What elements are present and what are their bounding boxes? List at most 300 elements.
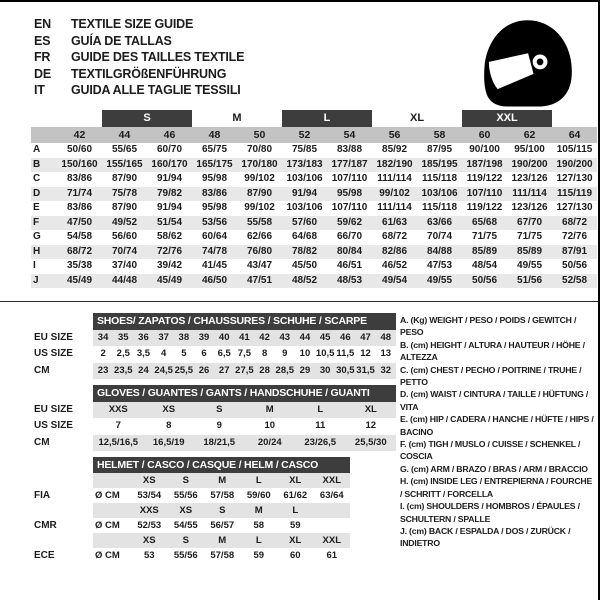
measurement-value: 61/63 (372, 216, 417, 231)
size-header-cell: 44 (102, 127, 147, 143)
measurement-value: 111/114 (377, 173, 412, 184)
measurement-value: 105/115 (556, 144, 593, 155)
measurement-value: 107/110 (331, 173, 368, 184)
guide-title: GUÍA DE TALLAS (71, 33, 172, 48)
measurement-value: 127/130 (556, 202, 593, 213)
measurement-value: 50/60 (66, 144, 93, 155)
measurement-value: 64/68 (292, 231, 318, 242)
legend-item: J. (cm) BACK / ESPALDA / DOS / ZURÜCK / INDIETRO (400, 525, 571, 549)
measurement-legend (400, 313, 596, 569)
measurement-row (31, 259, 597, 274)
measurement-value: 165/175 (192, 158, 237, 173)
measurement-value: 111/114 (377, 202, 412, 213)
measurement-value: 43/47 (246, 260, 273, 271)
measurement-value: 150/160 (57, 158, 102, 173)
size-value: S (194, 402, 245, 419)
measurement-value: 50/56 (462, 274, 507, 289)
helmet-size-value (314, 518, 351, 533)
measurement-value: 99/102 (244, 173, 275, 184)
helmet-size-value: 63/64 (319, 490, 344, 501)
helmet-size-label: XXS (131, 503, 168, 518)
size-value: 3,5 (136, 348, 151, 359)
measurement-value: 65/75 (201, 144, 228, 155)
helmet-size-value: 59/60 (246, 490, 271, 501)
measurement-row (31, 172, 597, 187)
size-value: 29 (295, 363, 315, 380)
helmet-size-value: 57/58 (210, 550, 235, 561)
measurement-value: 70/74 (102, 245, 147, 260)
size-value: 37 (154, 330, 174, 347)
measurement-value: 59/62 (327, 216, 372, 231)
measurement-value: 62/66 (246, 231, 273, 242)
header-spacer (34, 385, 93, 402)
measurement-value: 83/86 (66, 173, 93, 184)
measurement-value: 46/51 (337, 260, 363, 271)
measurement-value: 49/54 (372, 274, 417, 289)
size-value: 13 (380, 348, 392, 359)
legend-item: I. (cm) SHOULDERS / HOMBROS / ÉPAULES / SCHULTERN / SPALLE (400, 501, 580, 524)
measurement-value: 99/102 (244, 202, 275, 213)
size-value: 23 (93, 363, 113, 380)
size-row (34, 330, 396, 347)
size-value: 43 (275, 330, 295, 347)
size-value: 12,5/16,5 (93, 435, 144, 452)
measurement-value: 47/51 (237, 274, 282, 289)
measurement-value: 63/66 (417, 216, 462, 231)
row-label: EU SIZE (34, 403, 73, 415)
page-header (0, 2, 598, 110)
legend-item: G. (cm) ARM / BRAZO / BRAS / ARM / BRACCIO (400, 463, 588, 474)
measurement-value: 91/94 (156, 202, 183, 213)
language-code: IT (34, 83, 45, 97)
size-value: 26 (194, 363, 214, 380)
measurement-value: 78/82 (282, 245, 327, 260)
row-label: US SIZE (34, 348, 73, 359)
size-value: 4 (161, 348, 167, 359)
helmet-size-label: S (168, 533, 205, 548)
measurement-value: 65/68 (462, 216, 507, 231)
size-value: XL (346, 402, 397, 419)
bottom-section (0, 313, 598, 569)
row-label-spacer (34, 503, 93, 518)
size-header-cell: 56 (372, 127, 417, 143)
size-header-cell: 54 (327, 127, 372, 143)
measurement-row-letter: H (31, 245, 57, 260)
measurement-value: 127/130 (556, 173, 593, 184)
size-value: 28 (255, 363, 275, 380)
measurement-row-letter: D (31, 187, 57, 202)
guide-title: TEXTILE SIZE GUIDE (71, 17, 194, 31)
size-header-cell: 46 (147, 127, 192, 143)
measurement-value: 85/89 (507, 245, 552, 260)
legend-item: A. (Kg) WEIGHT / PESO / POIDS / GEWITCH / PESO (400, 315, 577, 338)
gloves-size-table (34, 385, 396, 451)
measurement-value: 49/52 (102, 216, 147, 231)
measurement-value: 90/100 (469, 144, 500, 155)
size-value: 9 (282, 348, 288, 359)
helmet-size-table (34, 457, 350, 563)
size-value: 30 (315, 363, 335, 380)
size-value: 31,5 (355, 363, 375, 380)
measurement-value: 74/78 (192, 245, 237, 260)
measurement-value: 70/80 (246, 144, 273, 155)
measurement-value: 107/110 (462, 187, 507, 202)
table-header-bar: SHOES/ ZAPATOS / CHAUSSURES / SCHUHE / SCARPE (93, 313, 396, 330)
measurement-row-letter: B (31, 158, 57, 173)
size-value: 28,5 (275, 363, 295, 380)
measurement-value: 190/200 (552, 158, 597, 173)
measurement-value: 68/72 (57, 245, 102, 260)
measurement-value: 51/56 (507, 274, 552, 289)
row-label: US SIZE (34, 420, 73, 431)
size-row (34, 435, 396, 452)
helmet-size-label: XXL (314, 533, 351, 548)
measurement-value: 53/56 (192, 216, 237, 231)
measurement-value: 48/52 (282, 274, 327, 289)
measurement-row-letter: I (33, 260, 36, 271)
measurement-value: 75/85 (292, 144, 318, 155)
size-value: 25,5/30 (346, 435, 397, 452)
measurement-value: 85/89 (462, 245, 507, 260)
language-code: ES (34, 33, 51, 48)
size-header-cell: 62 (507, 127, 552, 143)
measurement-value: 87/95 (427, 144, 453, 155)
measurement-value: 52/58 (552, 274, 597, 289)
measurement-value: 51/54 (147, 216, 192, 231)
measurement-value: 173/183 (282, 158, 327, 173)
standard-label: ECE (34, 550, 55, 561)
measurement-value: 67/70 (507, 216, 552, 231)
helmet-value-row (34, 488, 350, 503)
measurement-value: 71/75 (472, 231, 498, 242)
size-value: 48 (376, 330, 396, 347)
measurement-value: 87/91 (552, 245, 597, 260)
measurement-value: 44/48 (102, 274, 147, 289)
size-value: 47 (355, 330, 375, 347)
main-size-table (31, 110, 597, 288)
group-spacer (57, 110, 102, 127)
measurement-value: 107/110 (331, 202, 368, 213)
measurement-value: 83/88 (337, 144, 363, 155)
helmet-size-value: 53/54 (137, 490, 162, 501)
measurement-row (31, 143, 597, 158)
size-value: M (245, 402, 296, 419)
size-group-label: S (102, 110, 192, 127)
measurement-value: 182/190 (372, 158, 417, 173)
diameter-label: Ø CM (95, 490, 120, 501)
guide-title: GUIDA ALLE TAGLIE TESSILI (71, 83, 241, 97)
measurement-value: 103/106 (286, 173, 323, 184)
measurement-value: 60/64 (201, 231, 228, 242)
size-header-cell: 60 (462, 127, 507, 143)
measurement-value: 83/86 (192, 187, 237, 202)
helmet-size-label (93, 503, 131, 518)
measurement-value: 119/122 (466, 202, 503, 213)
size-group-label: XXL (462, 110, 552, 127)
helmet-size-label: S (168, 473, 205, 488)
size-value: 9 (216, 420, 222, 431)
size-value: 42 (255, 330, 275, 347)
diameter-label: Ø CM (95, 520, 120, 531)
corner-cell (31, 110, 57, 127)
measurement-value: 47/50 (57, 216, 102, 231)
measurement-value: 45/49 (57, 274, 102, 289)
measurement-value: 155/165 (102, 158, 147, 173)
measurement-value: 76/80 (237, 245, 282, 260)
size-row (34, 363, 396, 380)
measurement-value: 87/90 (237, 187, 282, 202)
measurement-value: 57/60 (282, 216, 327, 231)
measurement-value: 35/38 (66, 260, 93, 271)
numeric-size-row (31, 127, 597, 143)
size-header-cell: 50 (237, 127, 282, 143)
helmet-size-label: L (241, 533, 278, 548)
standard-label: FIA (34, 490, 51, 501)
row-label: EU SIZE (34, 331, 73, 343)
helmet-size-value: 58 (253, 520, 265, 531)
measurement-value: 103/106 (286, 202, 323, 213)
size-value: 38 (174, 330, 194, 347)
helmet-size-value: 59 (289, 520, 301, 531)
size-value: 39 (194, 330, 214, 347)
measurement-value: 177/187 (327, 158, 372, 173)
helmet-size-label (93, 533, 131, 548)
size-value: XXS (93, 402, 144, 419)
size-value: 12 (365, 420, 377, 431)
size-value: 16,5/19 (144, 435, 195, 452)
measurement-value: 48/54 (472, 260, 498, 271)
row-label-spacer (34, 473, 93, 488)
helmet-size-value: 55/56 (173, 490, 198, 501)
measurement-value: 45/49 (147, 274, 192, 289)
language-code: EN (34, 17, 51, 31)
legend-item: H. (cm) INSIDE LEG / ENTREPIERNA / FOURCHE / SCHRITT / FORCELLA (400, 476, 593, 499)
size-value: 23,5 (113, 363, 133, 380)
language-title-row (34, 49, 244, 66)
helmet-size-label: L (241, 473, 278, 488)
size-value: 46 (335, 330, 355, 347)
size-value: 32 (376, 363, 396, 380)
helmet-size-value: 60 (289, 550, 301, 561)
size-value: 40 (214, 330, 234, 347)
helmet-size-value: 59 (253, 550, 265, 561)
legend-item: F. (cm) TIGH / MUSLO / CUISSE / SCHENKEL / COSCIA (400, 439, 581, 462)
measurement-value: 71/74 (57, 187, 102, 202)
size-value: 6 (201, 348, 207, 359)
measurement-value: 37/40 (111, 260, 138, 271)
measurement-value: 47/53 (427, 260, 453, 271)
legend-item: D. (cm) WAIST / CINTURA / TAILLE / HÜFTUNG / VITA (400, 389, 589, 412)
language-code: FR (34, 50, 51, 64)
size-header-cell: 64 (552, 127, 597, 143)
measurement-value: 80/84 (327, 245, 372, 260)
helmet-size-label (93, 473, 131, 488)
legend-item: E. (cm) HIP / CADERA / HANCHE / HÜFTE / HIPS / BACINO (400, 414, 594, 437)
size-value: 10 (299, 348, 311, 359)
measurement-row-letter: C (33, 173, 41, 184)
helmet-size-value: 57/58 (210, 490, 235, 501)
language-title-row (34, 66, 244, 83)
guide-title: GUIDE DES TAILLES TEXTILE (71, 50, 245, 64)
size-value: 5 (181, 348, 187, 359)
size-value: 35 (113, 330, 133, 347)
size-value: 27 (214, 363, 234, 380)
measurement-value: 58/62 (156, 231, 183, 242)
size-value: 20/24 (245, 435, 296, 452)
size-value: 36 (133, 330, 153, 347)
size-row (34, 418, 396, 435)
measurement-value: 41/45 (201, 260, 228, 271)
measurement-value: 95/98 (201, 202, 228, 213)
measurement-value: 95/100 (514, 144, 545, 155)
measurement-row-letter: E (33, 202, 40, 213)
helmet-size-label: L (277, 503, 314, 518)
helmet-size-label: M (204, 533, 241, 548)
size-value: 2 (100, 348, 106, 359)
measurement-value: 95/98 (201, 173, 228, 184)
size-value: 24,5 (154, 363, 174, 380)
helmet-value-row (34, 548, 350, 563)
measurement-value: 123/126 (511, 173, 548, 184)
size-header-cell: 52 (282, 127, 327, 143)
size-value: 11,5 (336, 348, 355, 359)
helmet-size-label: XS (168, 503, 205, 518)
size-value: 2,5 (116, 348, 130, 359)
helmet-size-label: XXL (314, 473, 351, 488)
size-value: XS (144, 402, 195, 419)
measurement-value: 160/170 (147, 158, 192, 173)
helmet-size-label-row (34, 503, 350, 518)
measurement-value: 123/126 (511, 202, 548, 213)
size-row (34, 346, 396, 363)
size-value: 7 (115, 420, 121, 431)
helmet-size-value: 61/62 (283, 490, 308, 501)
helmet-size-label: XS (131, 533, 168, 548)
racing-helmet-icon (470, 14, 584, 112)
size-value: 24 (133, 363, 153, 380)
size-group-label: M (232, 112, 242, 124)
size-value: 34 (93, 330, 113, 347)
language-code: DE (34, 66, 51, 81)
size-value: 7,5 (237, 348, 252, 359)
helmet-size-label: M (204, 473, 241, 488)
row-label-spacer (31, 127, 57, 143)
legend-item: B. (cm) HEIGHT / ALTURA / HAUTEUR / HÖHE / ALTEZZA (400, 339, 585, 363)
measurement-value: 87/90 (111, 173, 138, 184)
measurement-value: 56/60 (111, 231, 138, 242)
row-label: CM (34, 364, 50, 376)
size-value: 41 (234, 330, 254, 347)
helmet-size-label: XS (131, 473, 168, 488)
measurement-value: 103/106 (417, 187, 462, 202)
measurement-row (31, 158, 597, 173)
measurement-value: 50/56 (562, 260, 588, 271)
measurement-value: 115/119 (552, 187, 597, 202)
size-row (34, 402, 396, 419)
guide-title: TEXTILGRÖßENFÜHRUNG (71, 66, 227, 81)
size-value: 10,5 (315, 348, 335, 359)
measurement-row-letter: F (31, 216, 57, 231)
measurement-row (31, 230, 597, 245)
measurement-value: 72/76 (562, 231, 588, 242)
size-value: 10 (264, 420, 276, 431)
measurement-value: 68/72 (382, 231, 408, 242)
measurement-value: 39/42 (156, 260, 183, 271)
measurement-row (31, 187, 597, 202)
legend-item: C. (cm) CHEST / PECHO / POITRINE / TRUHE / PETTO (400, 364, 582, 388)
measurement-row-letter: A (33, 144, 41, 155)
measurement-value: 99/102 (372, 187, 417, 202)
measurement-row-letter: J (31, 274, 57, 289)
measurement-value: 66/70 (337, 231, 363, 242)
helmet-size-label: XL (277, 533, 314, 548)
measurement-value: 71/75 (517, 231, 543, 242)
language-title-list (34, 14, 244, 99)
size-group-label: L (282, 110, 372, 127)
measurement-row (31, 245, 597, 260)
measurement-value: 55/65 (111, 144, 138, 155)
measurement-value: 82/86 (372, 245, 417, 260)
helmet-size-value: 53 (143, 550, 155, 561)
size-value: 30,5 (335, 363, 355, 380)
helmet-size-value: 54/55 (173, 520, 198, 531)
table-header-bar: HELMET / CASCO / CASQUE / HELM / CASCO (93, 457, 350, 473)
row-label-spacer (34, 533, 93, 548)
measurement-value: 46/52 (382, 260, 408, 271)
measurement-row (31, 274, 597, 289)
measurement-value: 46/50 (192, 274, 237, 289)
header-spacer (34, 313, 93, 330)
size-group-label: XL (410, 112, 425, 124)
helmet-size-label: S (204, 503, 241, 518)
size-value: 12 (360, 348, 371, 359)
helmet-size-value: 56/57 (210, 520, 235, 531)
measurement-value: 91/94 (282, 187, 327, 202)
measurement-row (31, 216, 597, 231)
measurement-value: 115/118 (422, 202, 458, 213)
size-value: 6,5 (217, 348, 231, 359)
size-value: L (295, 402, 346, 419)
size-value: 8 (261, 348, 268, 359)
measurement-value: 54/58 (66, 231, 93, 242)
measurement-value: 70/74 (427, 231, 453, 242)
measurement-value: 84/88 (417, 245, 462, 260)
language-title-row (34, 33, 244, 50)
helmet-size-label-row (34, 533, 350, 548)
size-value: 44 (295, 330, 315, 347)
size-header-cell: 42 (57, 127, 102, 143)
helmet-size-label: XL (277, 473, 314, 488)
shoes-size-table (34, 313, 396, 379)
measurement-value: 48/53 (327, 274, 372, 289)
measurement-value: 91/94 (156, 173, 183, 184)
measurement-value: 170/180 (237, 158, 282, 173)
standard-label: CMR (34, 520, 57, 531)
measurement-value: 119/122 (466, 173, 503, 184)
size-value: 23/26,5 (295, 435, 346, 452)
helmet-size-value: 61 (326, 550, 338, 561)
measurement-value: 83/86 (66, 202, 93, 213)
helmet-size-value: 52/53 (137, 520, 162, 531)
section-divider (0, 301, 600, 302)
measurement-value: 75/78 (102, 187, 147, 202)
row-label: CM (34, 436, 50, 448)
measurement-row (31, 201, 597, 216)
measurement-value: 115/118 (422, 173, 458, 184)
accessory-tables (34, 313, 400, 569)
size-value: 27,5 (234, 363, 254, 380)
measurement-value: 187/198 (462, 158, 507, 173)
